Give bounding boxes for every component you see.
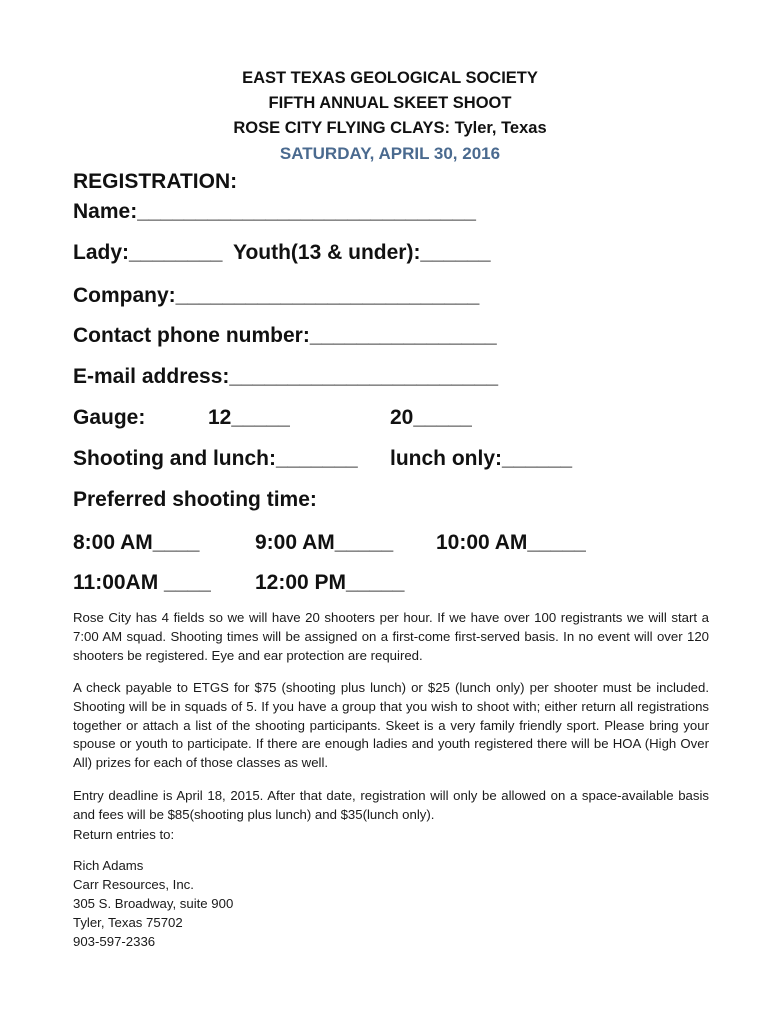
lady-field[interactable]: Lady:________ [73,241,223,264]
document-header [0,66,770,166]
time-9am-field[interactable]: 9:00 AM_____ [255,531,394,554]
time-12pm-field[interactable]: 12:00 PM_____ [255,571,405,594]
gauge-12-field[interactable]: 12_____ [208,406,290,429]
time-10am-field[interactable]: 10:00 AM_____ [436,531,586,554]
deadline-paragraph: Entry deadline is April 18, 2015. After that date, registration will only be allowed on a space-available basis and fees will be $85(shooting plus lunch) and $35(lunch only). [73,788,709,822]
contact-company: Carr Resources, Inc. [73,877,194,892]
time-11am-field[interactable]: 11:00AM ____ [73,571,211,594]
society-name: EAST TEXAS GEOLOGICAL SOCIETY [242,69,538,87]
name-field[interactable]: Name:_____________________________ [73,200,476,223]
gauge-label: Gauge: [73,406,146,429]
company-field[interactable]: Company:__________________________ [73,284,480,307]
contact-city: Tyler, Texas 75702 [73,915,183,930]
preferred-time-label: Preferred shooting time: [73,488,317,511]
payment-info-paragraph: A check payable to ETGS for $75 (shooting plus lunch) or $25 (lunch only) per shooter must be included. Shooting will be in squads of 5. If you have a group that you wish to shoot with; either return all registrations together or attach a list of the shooting participants. Skeet is a very family friendly sport. Please bring your spouse or youth to participate. If there are enough ladies and youth registered there will be HOA (High Over All) prizes for each of those classes as well. [73,680,709,771]
phone-field[interactable]: Contact phone number:________________ [73,324,497,347]
gauge-20-field[interactable]: 20_____ [390,406,472,429]
event-venue: ROSE CITY FLYING CLAYS: Tyler, Texas [233,119,547,137]
contact-name: Rich Adams [73,858,144,873]
return-entries-label: Return entries to: [73,827,175,842]
event-date: SATURDAY, APRIL 30, 2016 [279,144,501,163]
contact-address: 305 S. Broadway, suite 900 [73,896,234,911]
fields-info-paragraph: Rose City has 4 fields so we will have 20 shooters per hour. If we have over 100 registrants we will start a 7:00 AM squad. Shooting times will be assigned on a first-come first-served basis. In no event will over 120 shooters be registered. Eye and ear protection are required. [73,610,709,663]
registration-heading: REGISTRATION: [73,170,238,193]
contact-phone: 903-597-2336 [73,934,156,949]
youth-field[interactable]: Youth(13 & under):______ [233,241,491,264]
event-title: FIFTH ANNUAL SKEET SHOOT [268,94,512,112]
lunch-only-field[interactable]: lunch only:______ [390,447,573,470]
email-field[interactable]: E-mail address:_______________________ [73,365,499,388]
time-8am-field[interactable]: 8:00 AM____ [73,531,200,554]
shooting-lunch-field[interactable]: Shooting and lunch:_______ [73,447,358,470]
